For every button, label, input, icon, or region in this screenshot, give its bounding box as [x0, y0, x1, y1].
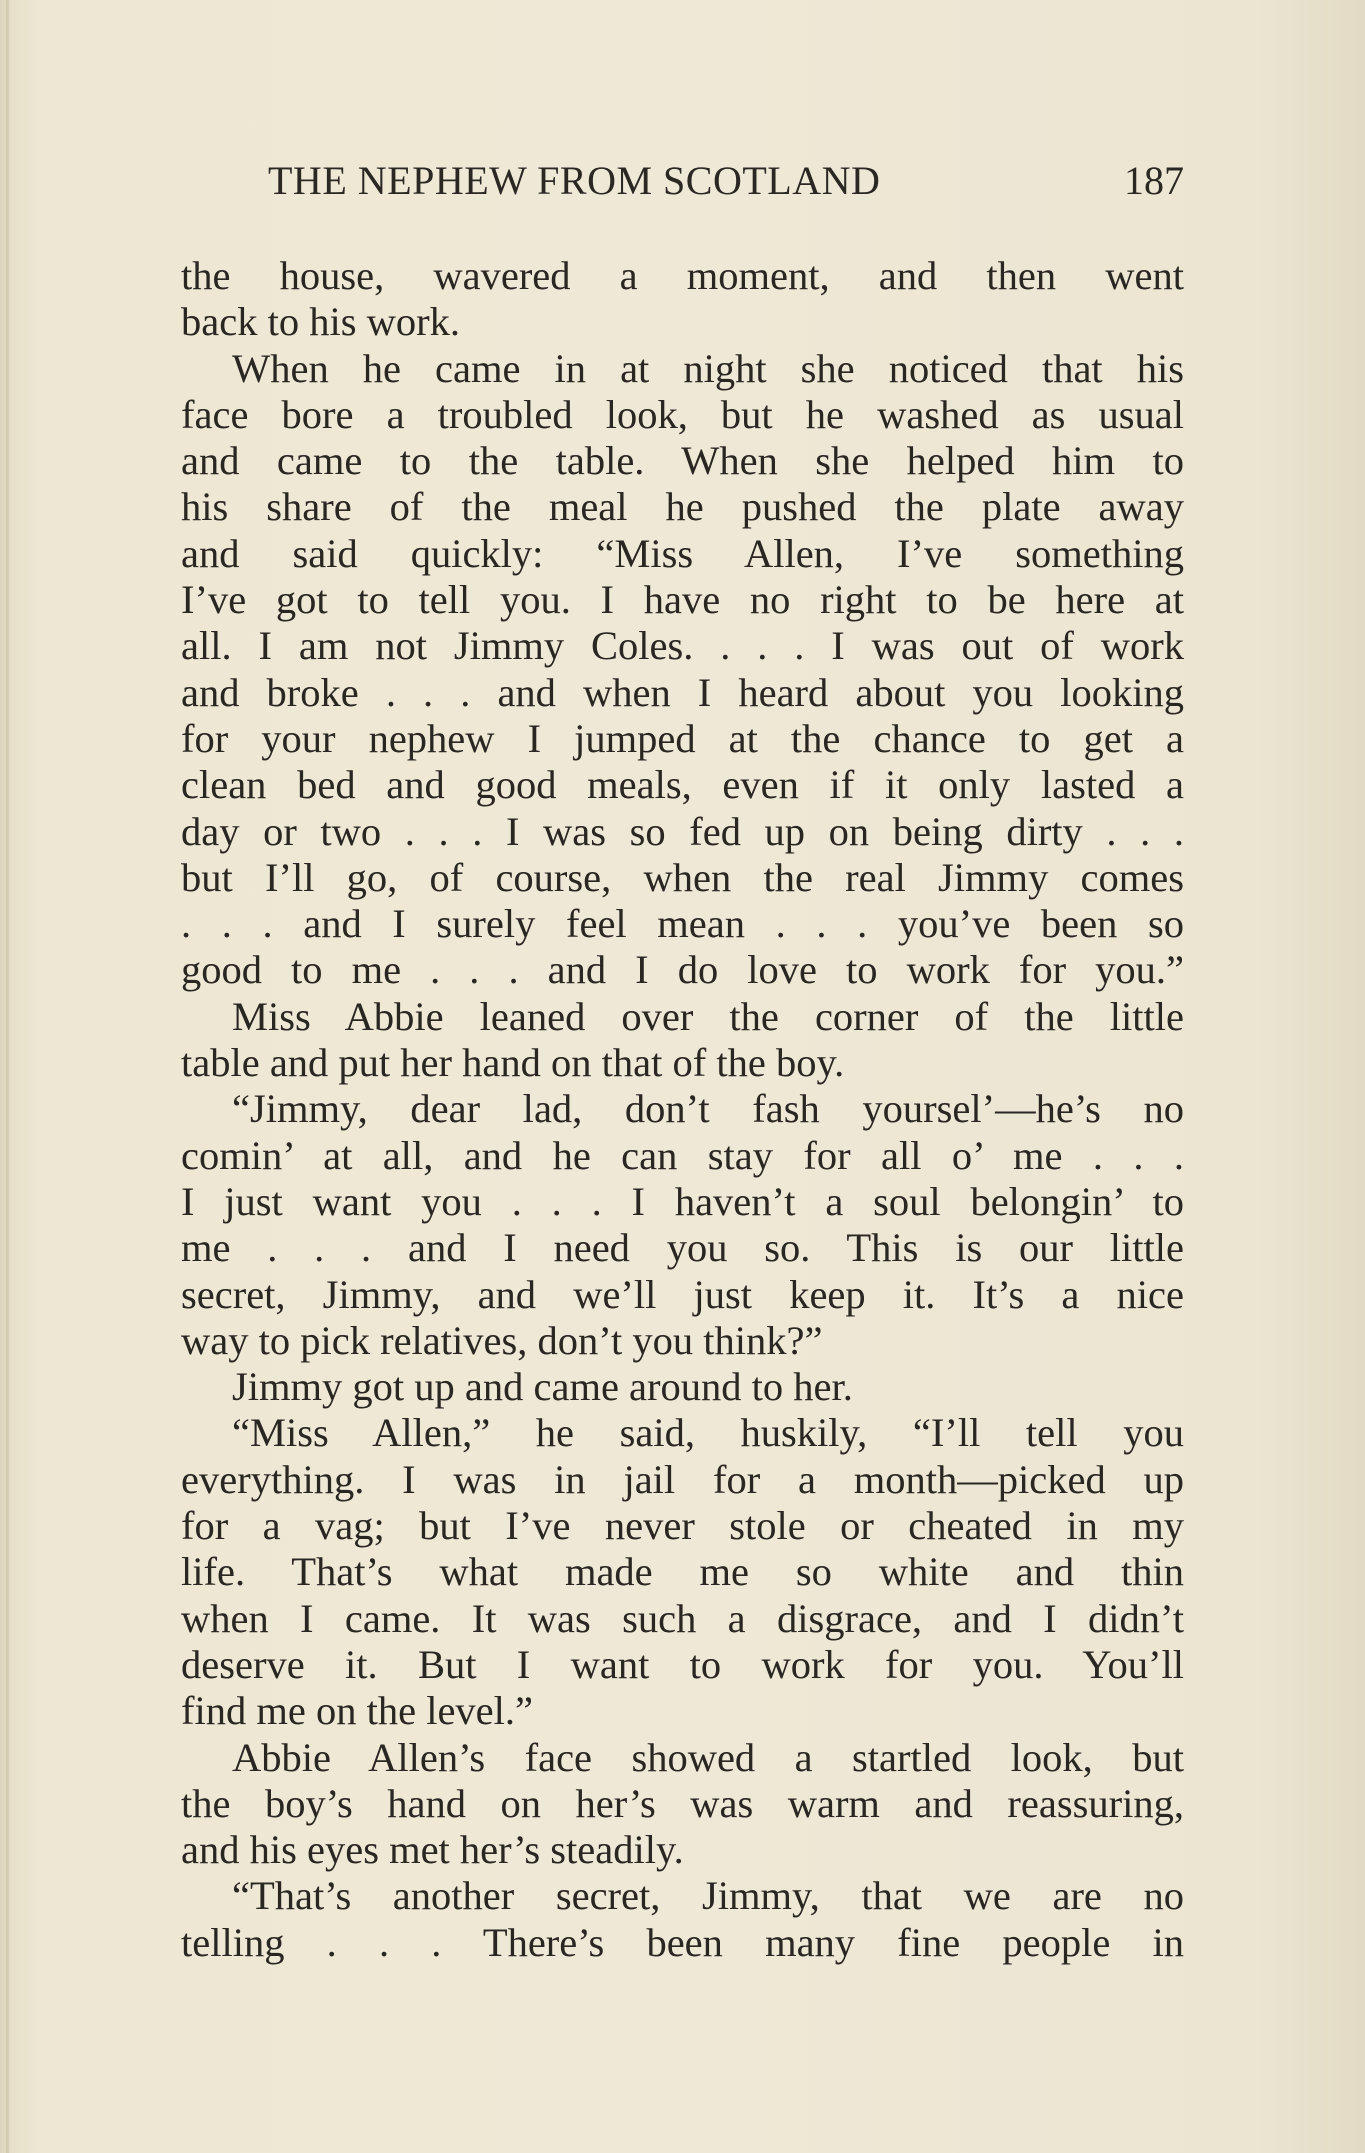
body-text — [181, 253, 1184, 1966]
text-line: and broke . . . and when I heard about you looking — [181, 669, 1184, 715]
text-line: everything. I was in jail for a month—picked up — [181, 1456, 1184, 1502]
text-line: good to me . . . and I do love to work for you.” — [181, 947, 1184, 993]
text-line: for your nephew I jumped at the chance to get a — [181, 715, 1184, 761]
text-line: find me on the level.” — [181, 1688, 534, 1734]
page-header — [268, 157, 1184, 215]
text-line: and came to the table. When she helped him to — [181, 438, 1184, 484]
text-line: deserve it. But I want to work for you. You’ll — [181, 1641, 1184, 1687]
text-line: way to pick relatives, don’t you think?” — [181, 1317, 823, 1363]
text-line: . . . and I surely feel mean . . . you’ve been so — [181, 901, 1184, 947]
text-line: for a vag; but I’ve never stole or cheated in my — [181, 1503, 1184, 1549]
text-line: life. That’s what made me so white and thin — [181, 1549, 1184, 1595]
text-line: all. I am not Jimmy Coles. . . . I was out of work — [181, 623, 1184, 669]
text-line: comin’ at all, and he can stay for all o’ me . . . — [181, 1132, 1184, 1178]
text-line: When he came in at night she noticed that his — [232, 345, 1184, 391]
text-line: I’ve got to tell you. I have no right to be here at — [181, 577, 1184, 623]
text-line: when I came. It was such a disgrace, and I didn’t — [181, 1595, 1184, 1641]
text-line: the boy’s hand on her’s was warm and reassuring, — [181, 1780, 1184, 1826]
text-line: me . . . and I need you so. This is our little — [181, 1225, 1184, 1271]
text-line: but I’ll go, of course, when the real Jimmy comes — [181, 854, 1184, 900]
text-line: Jimmy got up and came around to her. — [232, 1364, 853, 1410]
text-line: “That’s another secret, Jimmy, that we are no — [232, 1873, 1184, 1919]
text-line: the house, wavered a moment, and then went — [181, 253, 1184, 298]
text-line: and said quickly: “Miss Allen, I’ve something — [181, 530, 1184, 576]
running-head: THE NEPHEW FROM SCOTLAND — [268, 158, 881, 203]
text-line: table and put her hand on that of the boy. — [181, 1040, 845, 1086]
text-line: and his eyes met her’s steadily. — [181, 1827, 684, 1873]
text-line: back to his work. — [181, 299, 460, 345]
text-line: Miss Abbie leaned over the corner of the little — [232, 993, 1184, 1039]
text-line: “Miss Allen,” he said, huskily, “I’ll tell you — [232, 1410, 1184, 1456]
text-line: secret, Jimmy, and we’ll just keep it. It’s a nice — [181, 1271, 1184, 1317]
text-line: his share of the meal he pushed the plate away — [181, 484, 1184, 530]
text-line: “Jimmy, dear lad, don’t fash yoursel’—he’s no — [232, 1086, 1184, 1132]
text-line: Abbie Allen’s face showed a startled look, but — [232, 1734, 1184, 1780]
text-line: telling . . . There’s been many fine people in — [181, 1919, 1184, 1965]
text-line: clean bed and good meals, even if it only lasted a — [181, 762, 1184, 808]
text-line: day or two . . . I was so fed up on being dirty . . . — [181, 808, 1184, 854]
text-line: I just want you . . . I haven’t a soul belongin’ to — [181, 1178, 1184, 1224]
page-number: 187 — [1124, 158, 1184, 203]
text-line: face bore a troubled look, but he washed as usual — [181, 391, 1184, 437]
